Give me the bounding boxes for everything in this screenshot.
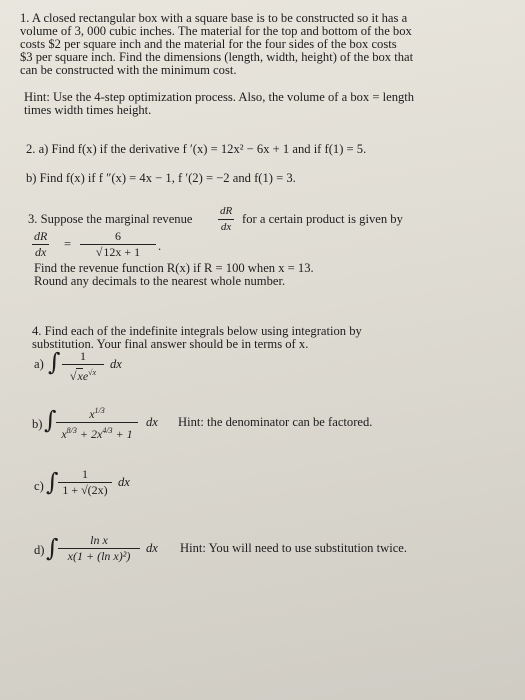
p4d-integral-sign: ∫ [46, 534, 59, 562]
p4b-dx: dx [146, 415, 158, 429]
p2-part-b: b) Find f(x) if f ″(x) = 4x − 1, f ′(2) = −2 and f(1) = 3. [26, 171, 296, 185]
p4d-fraction [58, 534, 140, 563]
p4a-bar [62, 364, 104, 365]
p4b-den: $x^{8/3} + 2x^{4/3} + 1$ [61, 426, 133, 441]
p4d-label: d) [34, 543, 45, 557]
p3-eq-den: √12x + 1 [95, 245, 141, 259]
p3-line-2: Find the revenue function R(x) if R = 100 when x = 13. [34, 261, 314, 275]
p3-eq-num: 6 [115, 229, 121, 243]
p4a-num: 1 [80, 349, 86, 363]
p1-line-2: volume of 3, 000 cubic inches. The material for the top and bottom of the box [20, 24, 412, 38]
p3-dr-den: dx [220, 221, 232, 233]
p4b-num [56, 404, 138, 421]
p3-dr-num: dR [220, 205, 233, 217]
p4b-label: b) [32, 417, 43, 431]
p4a-den: $√xe^{√x}$ [69, 368, 97, 383]
p4d-hint: Hint: You will need to use substitution twice. [180, 541, 408, 555]
p4c-label: c) [34, 479, 44, 493]
p2-part-a: 2. a) Find f(x) if the derivative f ′(x) = 12x² − 6x + 1 and if f(1) = 5. [26, 142, 367, 156]
p3-eq-lhs-den: dx [35, 245, 47, 259]
p1-hint-line-2: times width times height. [24, 103, 152, 117]
p4d-den: x(1 + (ln x)²) [67, 549, 131, 563]
p3-equals: = [64, 237, 72, 251]
p4b-integral-sign: ∫ [44, 406, 57, 434]
p3-dr-dx-inline [218, 205, 234, 234]
p1-hint-line-1: Hint: Use the 4-step optimization process. Also, the volume of a box = length [24, 90, 415, 104]
p4c-dx: dx [118, 475, 130, 489]
p3-dr-bar [218, 219, 234, 220]
p3-line-3: Round any decimals to the nearest whole number. [34, 274, 286, 288]
p4c-num: 1 [82, 467, 88, 481]
p4a-integral-sign: ∫ [48, 348, 61, 376]
p4b-fraction [56, 404, 138, 441]
p4d-dx: dx [146, 541, 158, 555]
p3-eq-den-radicand: 12x + 1 [103, 245, 141, 259]
p4a-dx: dx [110, 357, 122, 371]
p4c-den: 1 + √(2x) [62, 483, 108, 497]
p4b-num-exp: 1/3 [94, 406, 105, 415]
p4b-num-base: x [89, 407, 95, 421]
p1-line-1: 1. A closed rectangular box with a square base is to be constructed so it has a [20, 11, 408, 25]
p4c-fraction [58, 468, 112, 497]
p4b-hint: Hint: the denominator can be factored. [178, 415, 373, 429]
p3-period: . [158, 239, 162, 253]
p3-intro-left: 3. Suppose the marginal revenue [28, 212, 193, 226]
p4d-num: ln x [90, 533, 108, 547]
p3-dr-dx [32, 230, 49, 259]
p1-line-4: $3 per square inch. Find the dimensions (length, width, height) of the box that [20, 50, 414, 64]
p4-line-2: substitution. Your final answer should be in terms of x. [32, 337, 309, 351]
p4c-integral-sign: ∫ [46, 468, 59, 496]
p4a-fraction [62, 350, 104, 383]
p1-line-3: costs $2 per square inch and the material for the four sides of the box costs [20, 37, 397, 51]
p4-line-1: 4. Find each of the indefinite integrals below using integration by [32, 324, 362, 338]
p3-eq-rhs [80, 230, 156, 259]
p3-eq-lhs-num: dR [34, 229, 48, 243]
p4a-label: a) [34, 357, 44, 371]
p4b-bar [56, 422, 138, 423]
p3-intro-right: for a certain product is given by [242, 212, 403, 226]
p1-line-5: can be constructed with the minimum cost. [20, 63, 237, 77]
